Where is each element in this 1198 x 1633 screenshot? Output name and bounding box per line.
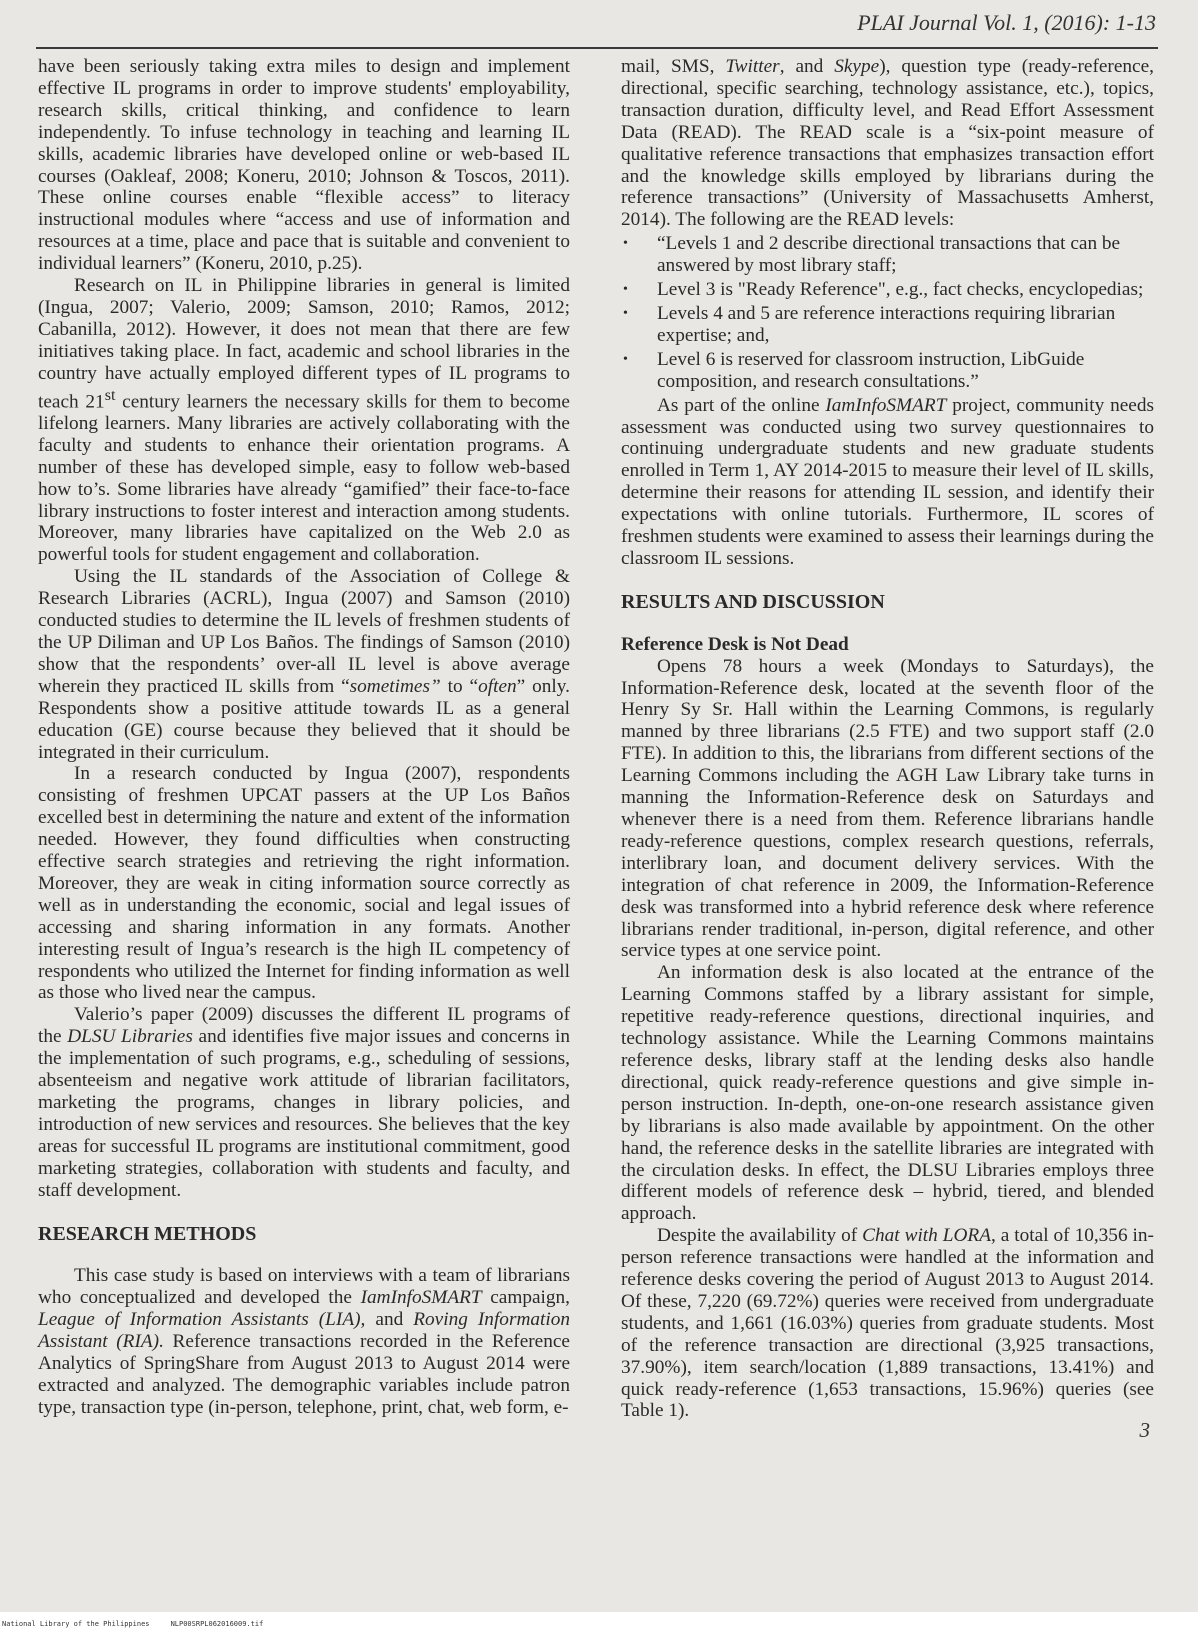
paragraph: Research on IL in Philippine libraries in general is limited (Ingua, 2007; Valerio, 2009; Samson, 2010; Ramos, 2012; Cabanilla, 2012). However, it does not mean that there are few initiatives taking place. In fact, academic and school libraries in the country have actually employed different types of IL programs to teach 21st century learners the necessary skills for them to become lifelong learners. Many libraries are actively collaborating with the faculty and students to enhance their orientation programs. A number of these has developed simple, easy to follow web-based how to’s. Some libraries have already “gamified” their face-to-face library instructions to foster interest and interaction among students. Moreover, many libraries have capitalized on the Web 2.0 as powerful tools for student engagement and collaboration. — [38, 275, 570, 566]
paragraph: As part of the online IamInfoSMART project, community needs assessment was conducted using two survey questionnaires to continuing undergraduate students and new graduate students enrolled in Term 1, AY 2014-2015 to measure their level of IL skills, determine their reasons for attending IL session, and identify their expectations with online tutorials. Furthermore, IL scores of freshmen students were examined to assess their learnings during the classroom IL sessions. — [621, 394, 1154, 569]
paragraph: An information desk is also located at the entrance of the Learning Commons staffed by a library assistant for simple, repetitive ready-reference questions, directional inquiries, and technology assistance. While the Learning Commons maintains reference desks, library staff at the lending desks also handle directional, quick ready-reference questions and give simple in-person instruction. In-depth, one-on-one research assistance given by librarians is also made available by appointment. On the other hand, the reference desks in the satellite libraries are integrated with the circulation desks. In effect, the DLSU Libraries employs three different models of reference desk – hybrid, tiered, and blended approach. — [621, 962, 1154, 1225]
bullet-icon: • — [623, 236, 628, 252]
paragraph: This case study is based on interviews with a team of librarians who conceptualized and developed the IamInfoSMART campaign, League of Information Assistants (LIA), and Roving Information Assistant (RIA). Reference transactions recorded in the Reference Analytics of SpringShare from August 2013 to August 2014 were extracted and analyzed. The demographic variables include patron type, transaction type (in-person, telephone, print, chat, web form, e- — [38, 1265, 571, 1418]
paragraph: Opens 78 hours a week (Mondays to Saturdays), the Information-Reference desk, located at the seventh floor of the Henry Sy Sr. Hall within the Learning Commons, is regularly manned by three librarians (2.5 FTE) and two support staff (2.0 FTE). In addition to this, the librarians from different sections of the Learning Commons including the AGH Law Library take turns in manning the Information-Reference desk on Saturdays and whenever there is a need from them. Reference librarians handle ready-reference questions, complex research questions, referrals, interlibrary loan, and document delivery services. With the integration of chat reference in 2009, the Information-Reference desk was transformed into a hybrid reference desk where reference librarians render traditional, in-person, digital reference, and other service types at one service point. — [621, 655, 1154, 962]
paragraph: Despite the availability of Chat with LORA, a total of 10,356 in-person reference transactions were handled at the information and reference desks covering the period of August 2013 to August 2014. Of these, 7,220 (69.72%) queries were received from undergraduate students, and 1,661 (16.03%) queries from graduate students. Most of the reference transaction are directional (3,925 transactions, 37.90%), item search/location (1,889 transactions, 13.41%) and quick ready-reference (1,653 transactions, 15.96%) queries (see Table 1). — [621, 1225, 1154, 1422]
right-column — [621, 56, 1154, 1422]
page-number: 3 — [1139, 1418, 1150, 1442]
section-heading-methods: RESEARCH METHODS — [38, 1222, 257, 1245]
paragraph: In a research conducted by Ingua (2007), respondents consisting of freshmen UPCAT passers at the UP Los Baños excelled best in determining the nature and extent of the information needed. However, they found difficulties when constructing effective search strategies and retrieving the right information. Moreover, they are weak in citing information source correctly as well as in understanding the economic, social and legal issues of accessing and sharing information in any formats. Another interesting result of Ingua’s research is the high IL competency of respondents who utilized the Internet for finding information as well as those who lived near the campus. — [38, 763, 570, 1004]
section-heading-results: RESULTS AND DISCUSSION — [621, 590, 885, 613]
read-levels-list — [621, 233, 1154, 392]
header-rule — [36, 47, 1158, 49]
list-item: • Level 3 is "Ready Reference", e.g., fact checks, encyclopedias; — [623, 279, 1144, 301]
list-item: • “Levels 1 and 2 describe directional transactions that can be answered by most library staff; — [623, 233, 1121, 277]
paragraph: have been seriously taking extra miles to design and implement effective IL programs in order to improve students' employability, research skills, critical thinking, and confidence to learn independently. To infuse technology in teaching and learning IL skills, academic libraries have developed online or web-based IL courses (Oakleaf, 2008; Koneru, 2010; Johnson & Toscos, 2011). These online courses enable “flexible access” to literacy instructional modules where “access and use of information and resources at a time, place and pace that is suitable and convenient to individual learners” (Koneru, 2010, p.25). — [38, 56, 570, 275]
running-header: PLAI Journal Vol. 1, (2016): 1-13 — [857, 10, 1156, 35]
list-item: • Level 6 is reserved for classroom instruction, LibGuide composition, and research consultations.” — [623, 348, 1085, 392]
bullet-icon: • — [623, 282, 628, 298]
paragraph: Valerio’s paper (2009) discusses the different IL programs of the DLSU Libraries and identifies five major issues and concerns in the implementation of such programs, e.g., scheduling of sessions, absenteeism and negative work attitude of librarian facilitators, marketing the programs, changes in library policies, and introduction of new services and resources. She believes that the key areas for successful IL programs are institutional commitment, good marketing strategies, collaboration with students and faculty, and staff development. — [38, 1004, 570, 1201]
left-column — [38, 56, 570, 1419]
paragraph: Using the IL standards of the Association of College & Research Libraries (ACRL), Ingua (2007) and Samson (2010) conducted studies to determine the IL levels of freshmen students of the UP Diliman and UP Los Baños. The findings of Samson (2010) show that the respondents’ over-all IL level is above average wherein they practiced IL skills from “sometimes” to “often” only. Respondents show a positive attitude towards IL as a general education (GE) course because they believed that it should be integrated in their curriculum. — [38, 566, 570, 763]
bullet-icon: • — [623, 305, 628, 321]
paragraph: mail, SMS, Twitter, and Skype), question type (ready-reference, directional, specific searching, technology assistance, etc.), topics, transaction duration, difficulty level, and Read Effort Assessment Data (READ). The READ scale is a “six-point measure of qualitative reference transactions that emphasizes transaction effort and the knowledge skills employed by librarians during the reference transactions” (University of Massachusetts Amherst, 2014). The following are the READ levels: — [621, 56, 1154, 231]
scan-footer-label: National Library of the Philippines NLP00SRPL062016009.tif — [2, 1620, 264, 1628]
subsection-heading: Reference Desk is Not Dead — [621, 633, 849, 655]
list-item: • Levels 4 and 5 are reference interactions requiring librarian expertise; and, — [623, 302, 1116, 346]
bullet-icon: • — [623, 351, 628, 367]
